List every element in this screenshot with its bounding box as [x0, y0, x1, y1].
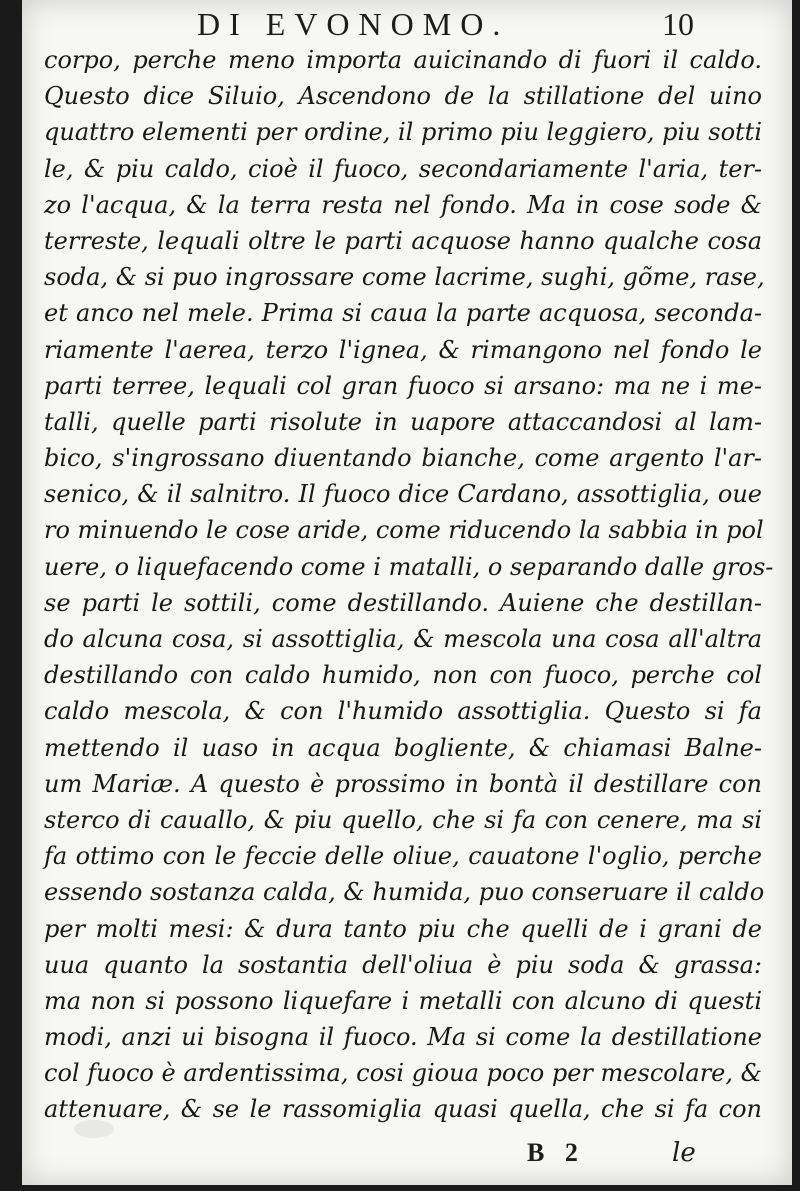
text-line: col fuoco è ardentissima, cosi gioua poco per mescolare, &: [44, 1059, 762, 1088]
text-line: Questo dice Siluio, Ascendono de la stillatione del uino: [44, 82, 762, 111]
signature-mark: B 2: [527, 1138, 578, 1167]
text-line: terreste, lequali oltre le parti acquose hanno qualche cosa: [44, 226, 762, 255]
text-line: se parti le sottili, come destillando. Auiene che destillan-: [44, 588, 762, 617]
text-line: per molti mesi: & dura tanto piu che quelli de i grani de: [44, 914, 762, 943]
text-line: mettendo il uaso in acqua bogliente, & chiamasi Balne-: [44, 733, 762, 762]
running-head: DI EVONOMO.: [197, 6, 510, 42]
page-footer: [22, 1138, 792, 1174]
text-line: quattro elementi per ordine, il primo piu leggiero, piu sotti: [44, 118, 762, 147]
text-line: senico, & il salnitro. Il fuoco dice Cardano, assottiglia, oue: [44, 480, 762, 509]
faded-stamp: [74, 1120, 114, 1138]
body-text: [44, 42, 774, 1128]
text-line: um Mariæ. A questo è prossimo in bontà il destillare con: [44, 769, 762, 798]
text-line: uua quanto la sostantia dell'oliua è piu soda & grassa:: [44, 950, 762, 979]
text-line: fa ottimo con le feccie delle oliue, cauatone l'oglio, perche: [44, 842, 762, 871]
text-line: corpo, perche meno importa auicinando di fuori il caldo.: [44, 46, 762, 74]
text-line: et anco nel mele. Prima si caua la parte acquosa, seconda-: [44, 299, 762, 328]
text-line: zo l'acqua, & la terra resta nel fondo. Ma in cose sode &: [44, 190, 762, 219]
text-line: ma non si possono liquefare i metalli con alcuno di questi: [44, 986, 762, 1015]
text-line: soda, & si puo ingrossare come lacrime, sughi, gõme, rase,: [44, 263, 765, 292]
text-line: essendo sostanza calda, & humida, puo conseruare il caldo: [44, 878, 765, 907]
text-line: do alcuna cosa, si assottiglia, & mescola una cosa all'altra: [44, 625, 762, 653]
page-number: 10: [662, 6, 694, 42]
text-line: uere, o liquefacendo come i matalli, o separando dalle gros-: [44, 552, 774, 581]
text-line: le, & piu caldo, cioè il fuoco, secondariamente l'aria, ter-: [44, 154, 762, 183]
book-page: [22, 0, 792, 1185]
text-line: bico, s'ingrossano diuentando bianche, come argento l'ar-: [44, 444, 762, 473]
text-line: ro minuendo le cose aride, come riducendo la sabbia in pol: [44, 516, 764, 545]
text-line: caldo mescola, & con l'humido assottiglia. Questo si fa: [44, 697, 762, 726]
text-line: parti terree, lequali col gran fuoco si arsano: ma ne i me-: [44, 371, 762, 400]
text-line: talli, quelle parti risolute in uapore attaccandosi al lam-: [44, 407, 762, 436]
catchword: le: [672, 1138, 696, 1168]
text-line: riamente l'aerea, terzo l'ignea, & rimangono nel fondo le: [44, 335, 762, 364]
page-header: [22, 4, 792, 42]
text-line: modi, anzi ui bisogna il fuoco. Ma si come la destillatione: [44, 1023, 762, 1052]
text-line: destillando con caldo humido, non con fuoco, perche col: [44, 661, 762, 690]
text-line: sterco di cauallo, & piu quello, che si fa con cenere, ma si: [44, 805, 762, 834]
text-line: attenuare, & se le rassomiglia quasi quella, che si fa con: [44, 1095, 762, 1124]
